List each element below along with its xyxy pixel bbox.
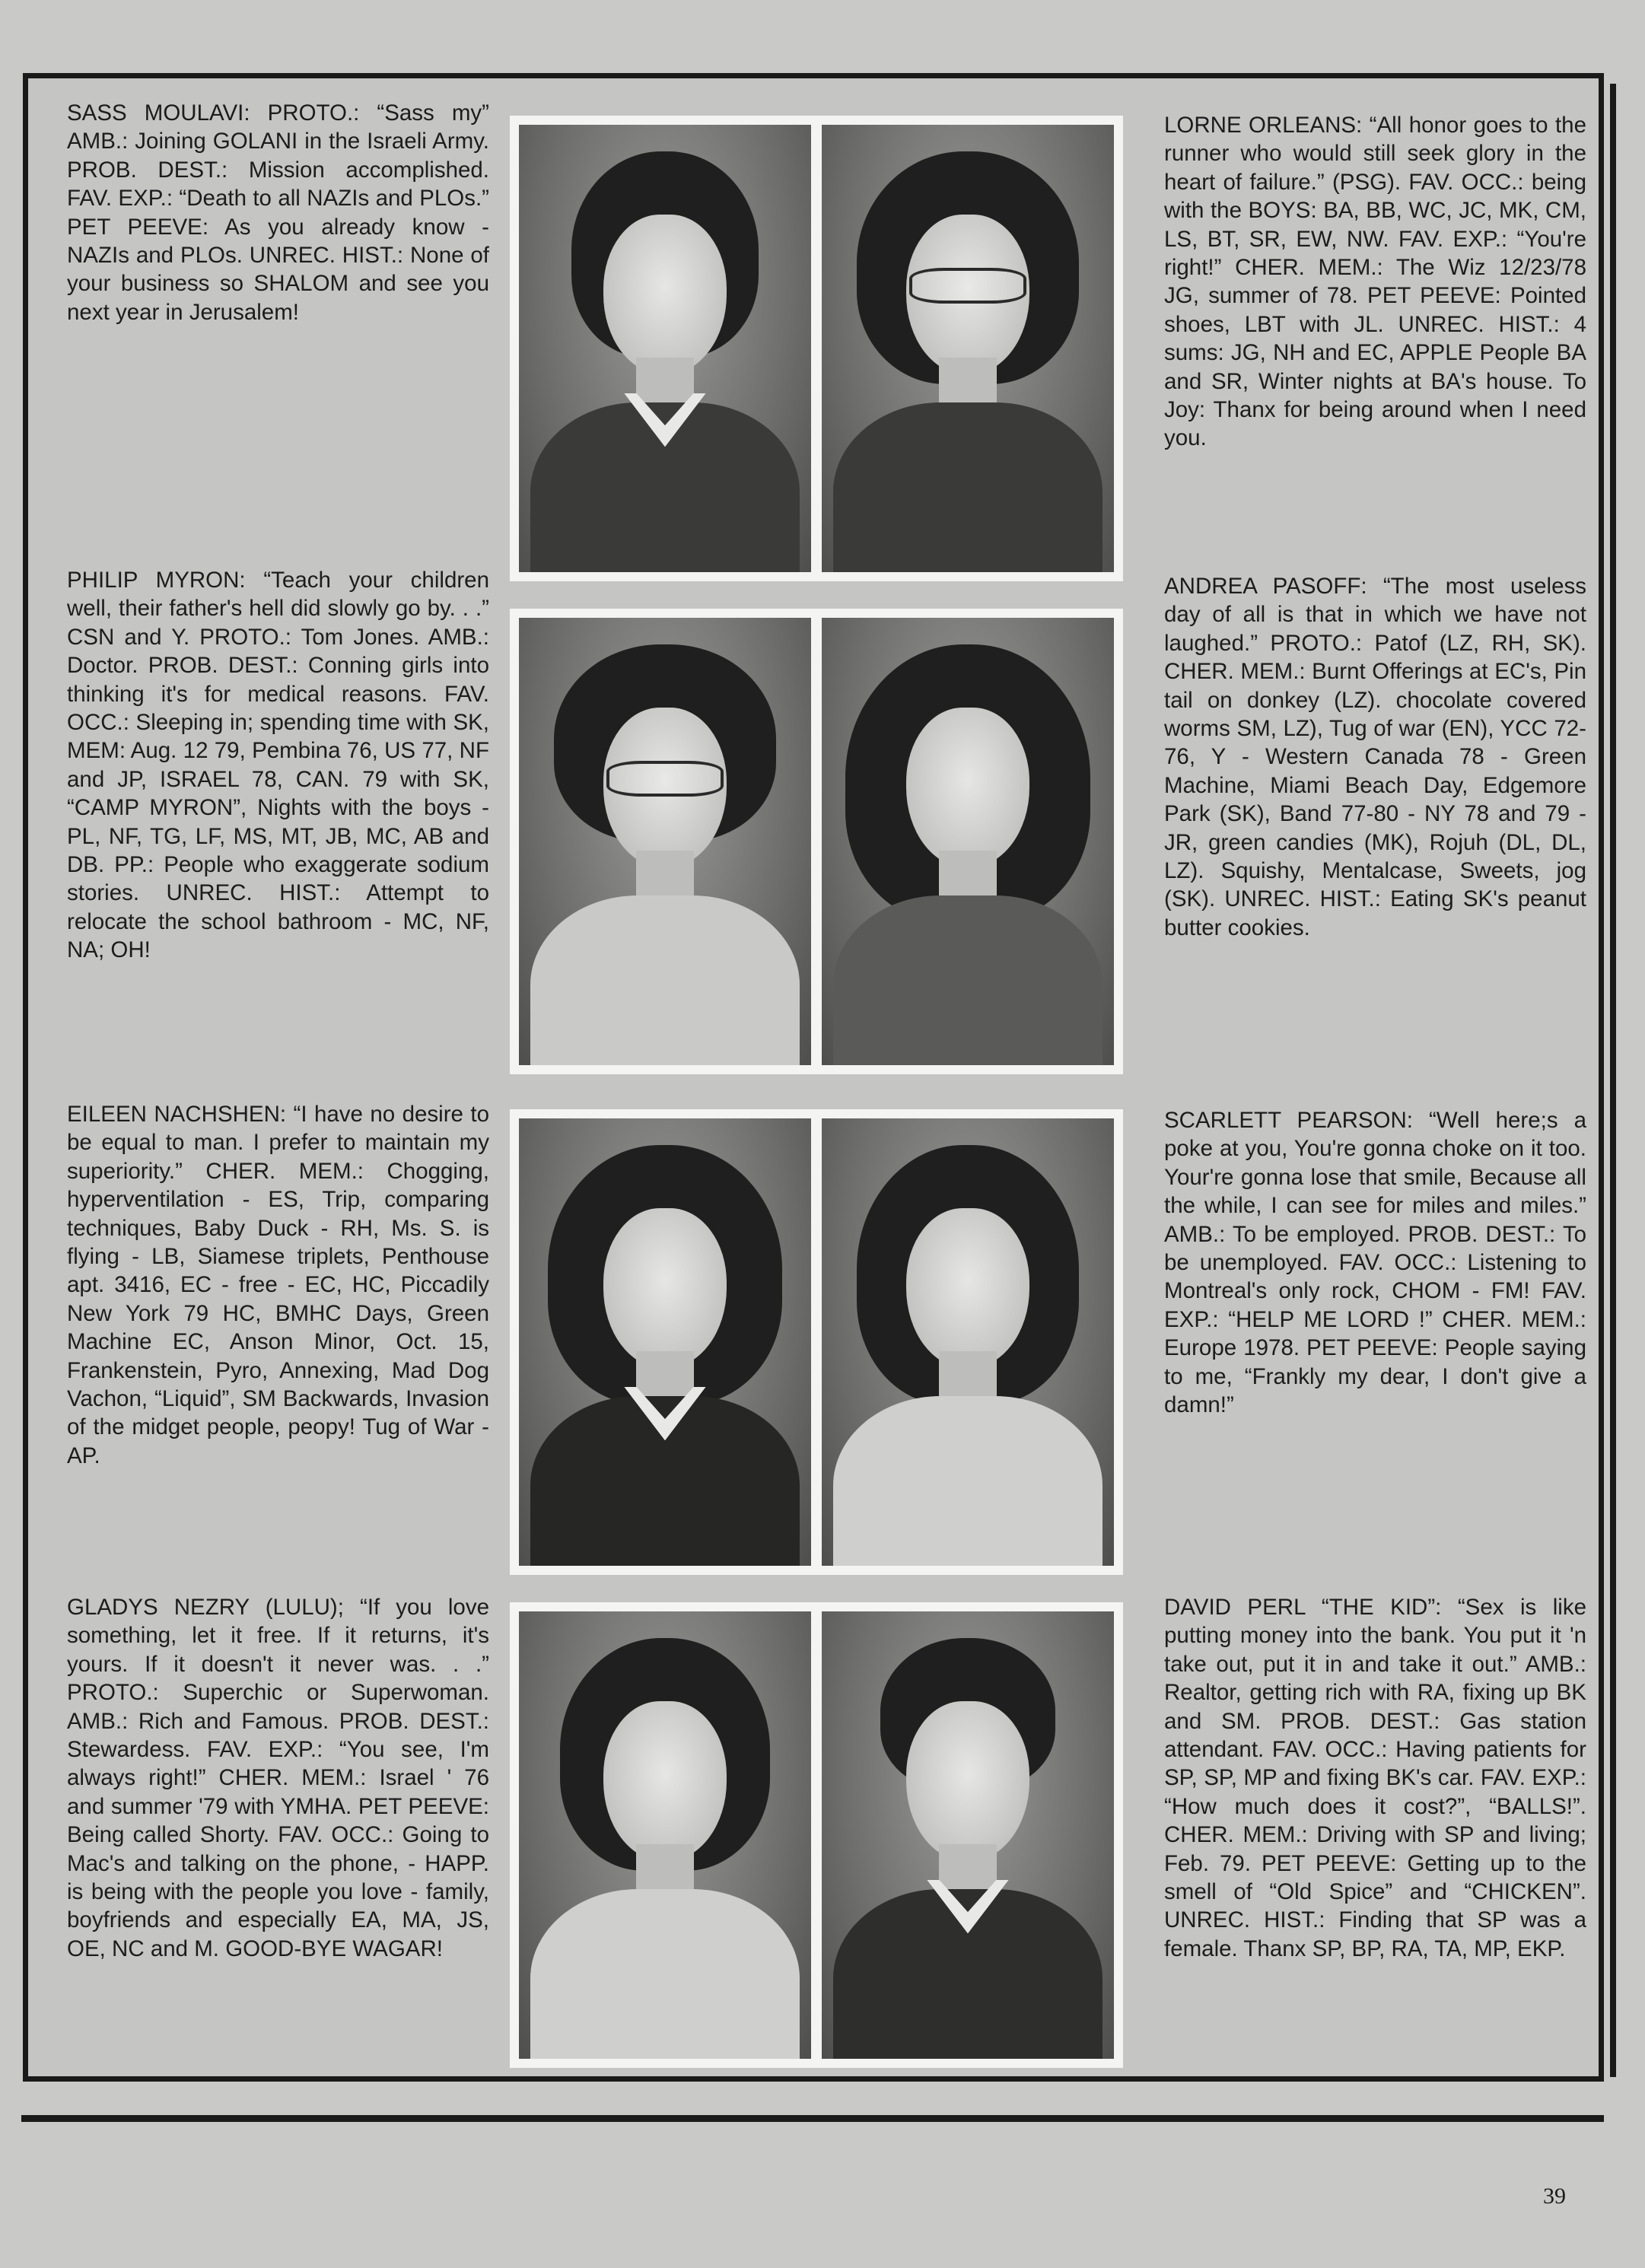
portrait-lorne-orleans (822, 125, 1114, 572)
bio-scarlett-pearson: SCARLETT PEARSON: “Well here;s a poke at you, You're gonna choke on it too. Your're gonna lose that smile, Because all the while, I can see for miles and miles.” AMB.: To be employed. PROB. DEST.: To be unemployed. FAV. OCC.: Listening to Montreal's only rock, CHOM - FM! FAV. EXP.: “HELP ME LORD !” CHER. MEM.: Europe 1978. PET PEEVE: People saying to me, “Frankly my dear, I don't give a damn!” (1164, 1108, 1586, 1418)
bio-david-perl: DAVID PERL “THE KID”: “Sex is like putting money into the bank. You put it 'n take out, put it in and take it out.” AMB.: Realtor, getting rich with RA, fixing up BK and SM. PROB. DEST.: Gas station attendant. FAV. OCC.: Having patients for SP, SP, MP and fixing BK's car. FAV. EXP.: “How much does it cost?”, “BALLS!”. CHER. MEM.: Driving with SP and living; Feb. 79. PET PEEVE: Getting up to the smell of “Old Spice” and “CHICKEN”. UNREC. HIST.: Finding that SP was a female. Thanx SP, BP, RA, TA, MP, EKP. (1164, 1595, 1586, 1961)
bio-andrea-pasoff: ANDREA PASOFF: “The most useless day of all is that in which we have not laughed.” PROTO.: Patof (LZ, RH, SK). CHER. MEM.: Burnt Offerings at EC's, Pin tail on donkey (LZ). chocolate covered worms SM, LZ), Tug of war (EN), YCC 72-76, Y - Western Canada 78 - Green Machine, Miami Beach Day, Edgemore Park (SK), Band 77-80 - NY 78 and 79 - JR, green candies (MK), Rojuh (DL, DL, LZ). Squishy, Mentalcase, Sweets, jog (SK). UNREC. HIST.: Eating SK's peanut butter cookies. (1164, 574, 1586, 940)
photo-pair-2 (510, 609, 1123, 1074)
portrait-gladys-nezry (519, 1611, 811, 2059)
portrait-scarlett-pearson (822, 1118, 1114, 1566)
portrait-philip-myron (519, 618, 811, 1065)
bio-eileen-nachshen: EILEEN NACHSHEN: “I have no desire to be equal to man. I prefer to maintain my superiority.” CHER. MEM.: Chogging, hyperventilation - ES, Trip, comparing techniques, Baby Duck - RH, Ms. S. is flying - LB, Siamese triplets, Penthouse apt. 3416, EC - free - EC, HC, Piccadily New York 79 HC, BMHC Days, Green Machine EC, Anson Minor, Oct. 15, Frankenstein, Pyro, Annexing, Mad Dog Vachon, “Liquid”, SM Backwards, Invasion of the midget people, peopy! Tug of War - AP. (67, 1102, 489, 1468)
bio-lorne-orleans: LORNE ORLEANS: “All honor goes to the runner who would still seek glory in the heart of failure.” (PSG). FAV. OCC.: being with the BOYS: BA, BB, WC, JC, MK, CM, LS, BT, SR, EW, NW. FAV. EXP.: “You're right!” CHER. MEM.: The Wiz 12/23/78 JG, summer of 78. PET PEEVE: Pointed shoes, LBT with JL. UNREC. HIST.: 4 sums: JG, NH and EC, APPLE People BA and SR, Winter nights at BA's house. To Joy: Thanx for being around when I need you. (1164, 113, 1586, 451)
photo-pair-3 (510, 1109, 1123, 1575)
photo-pair-1 (510, 116, 1123, 581)
page-number: 39 (1543, 2184, 1566, 2209)
portrait-eileen-nachshen (519, 1118, 811, 1566)
right-border-rule (1610, 84, 1616, 2077)
photo-pair-4 (510, 1602, 1123, 2068)
portrait-david-perl (822, 1611, 1114, 2059)
bottom-rule (21, 2115, 1604, 2122)
bio-sass-moulavi: SASS MOULAVI: PROTO.: “Sass my” AMB.: Joining GOLANI in the Israeli Army. PROB. DEST.: Mission accomplished. FAV. EXP.: “Death to all NAZIs and PLOs.” PET PEEVE: As you already know - NAZIs and PLOs. UNREC. HIST.: None of your business so SHALOM and see you next year in Jerusalem! (67, 100, 489, 325)
portrait-sass-moulavi (519, 125, 811, 572)
bio-gladys-nezry: GLADYS NEZRY (LULU); “If you love something, let it free. If it returns, it's yours. If it doesn't it never was. . .” PROTO.: Superchic or Superwoman. AMB.: Rich and Famous. PROB. DEST.: Stewardess. FAV. EXP.: “You see, I'm always right!” CHER. MEM.: Israel ' 76 and summer '79 with YMHA. PET PEEVE: Being called Shorty. FAV. OCC.: Going to Mac's and talking on the phone, - HAPP. is being with the people you love - family, boyfriends and especially EA, MA, JS, OE, NC and M. GOOD-BYE WAGAR! (67, 1595, 489, 1961)
portrait-andrea-pasoff (822, 618, 1114, 1065)
bio-philip-myron: PHILIP MYRON: “Teach your children well, their father's hell did slowly go by. . .” CSN and Y. PROTO.: Tom Jones. AMB.: Doctor. PROB. DEST.: Conning girls into thinking it's for medical reasons. FAV. OCC.: Sleeping in; spending time with SK, MEM: Aug. 12 79, Pembina 76, US 77, NF and JP, ISRAEL 78, CAN. 79 with SK, “CAMP MYRON”, Nights with the boys - PL, NF, TG, LF, MS, MT, JB, MC, AB and DB. PP.: People who exaggerate sodium stories. UNREC. HIST.: Attempt to relocate the school bathroom - MC, NF, NA; OH! (67, 568, 489, 963)
